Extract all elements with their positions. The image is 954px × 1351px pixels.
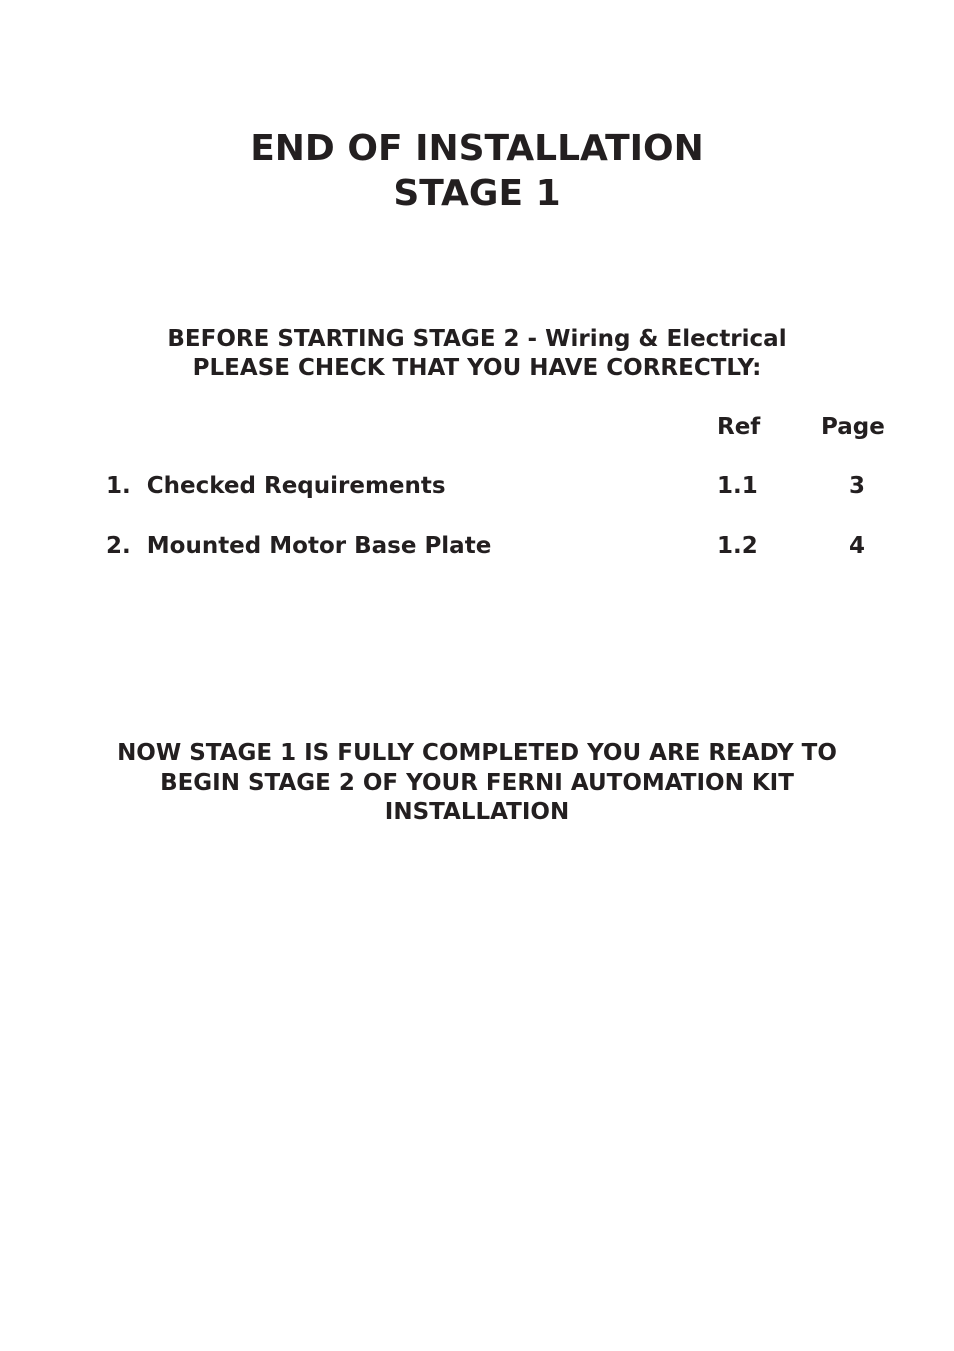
closing-message bbox=[0, 739, 954, 828]
column-header-ref: Ref bbox=[717, 414, 761, 440]
instruction-line-2: PLEASE CHECK THAT YOU HAVE CORRECTLY: bbox=[192, 355, 762, 381]
closing-line-2: BEGIN STAGE 2 OF YOUR FERNI AUTOMATION KIT bbox=[160, 769, 794, 796]
closing-line-3: INSTALLATION bbox=[384, 799, 570, 825]
title-line-1: END OF INSTALLATION bbox=[250, 128, 704, 169]
title-line-2: STAGE 1 bbox=[393, 173, 561, 214]
checklist-table bbox=[0, 0, 954, 600]
checklist-item-page: 4 bbox=[848, 533, 865, 559]
checklist-item-label: 2. Mounted Motor Base Plate bbox=[106, 533, 492, 559]
column-header-page: Page bbox=[821, 414, 885, 440]
instruction-line-1: BEFORE STARTING STAGE 2 - Wiring & Electrical bbox=[167, 326, 787, 352]
closing-line-1: NOW STAGE 1 IS FULLY COMPLETED YOU ARE READY TO bbox=[117, 740, 837, 766]
checklist-item-ref: 1.1 bbox=[717, 473, 758, 499]
checklist-item-ref: 1.2 bbox=[717, 533, 758, 559]
checklist-item-page: 3 bbox=[848, 473, 865, 499]
checklist-item-label: 1. Checked Requirements bbox=[106, 473, 446, 499]
